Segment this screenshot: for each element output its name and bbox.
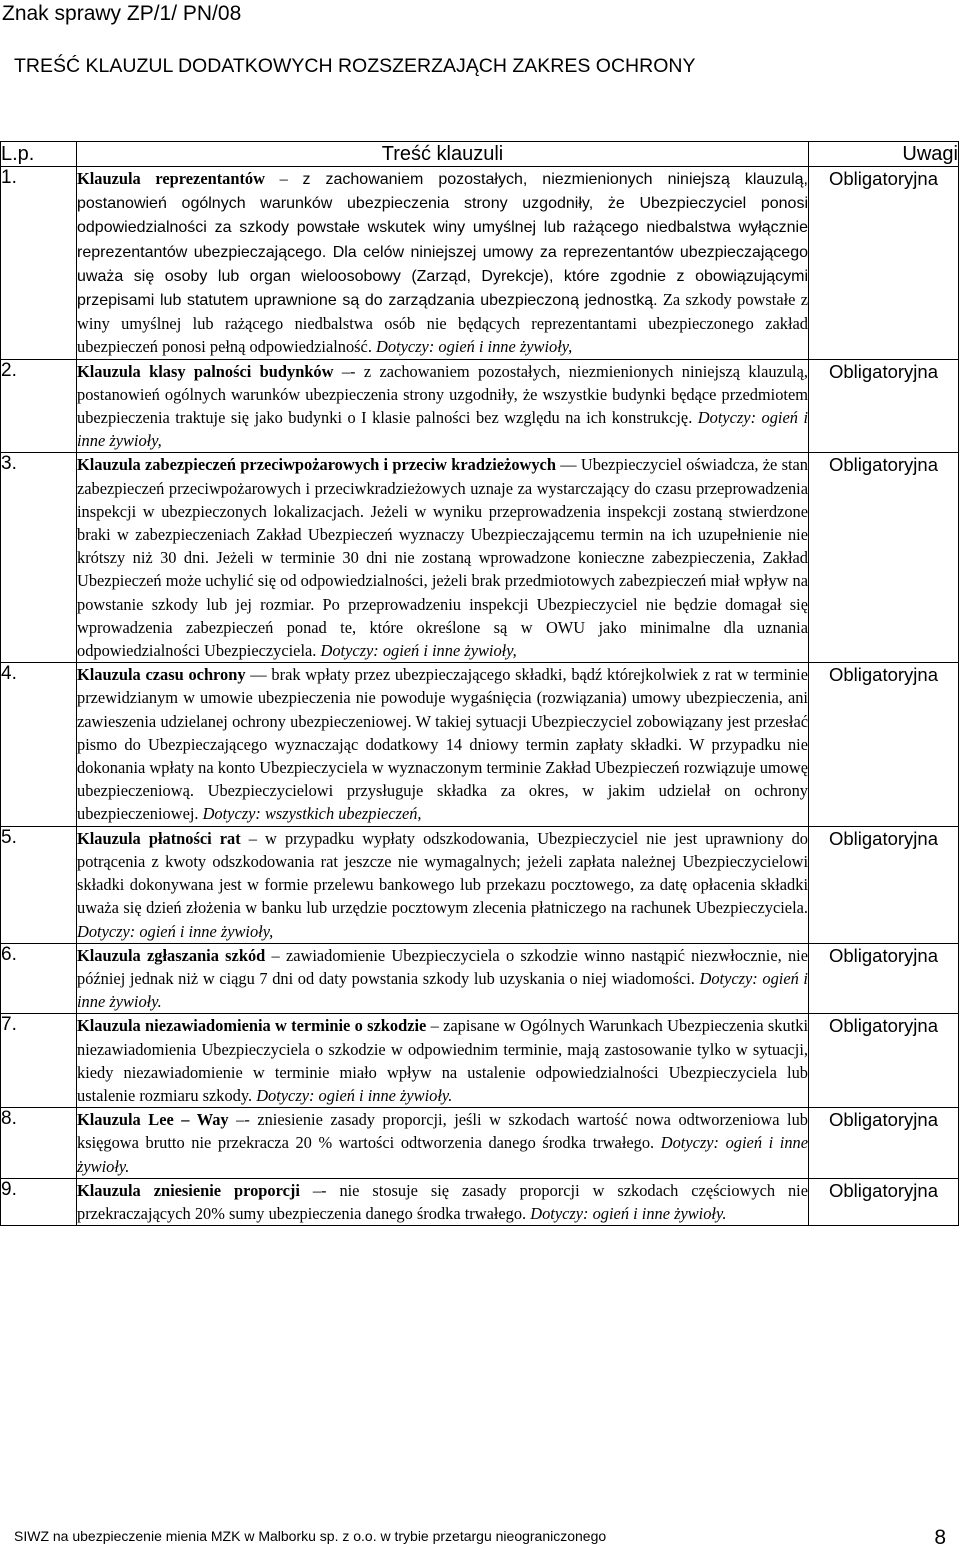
clause-body: z zachowaniem pozostałych, niezmienionych niniejszą klauzulą, postanowień ogólnych warunków ubezpieczenia strony uzgodniły, że Ubezpieczyciel ponosi odpowiedzialności za szkody powstałe wskutek winy umyślnej lub rażącego niedbalstwa wyłącznie reprezentantów ubezpieczającego. Dla celów niniejszej umowy za reprezentantów ubezpieczającego uważa się osoby lub organ wieloosobowy (Zarząd, Dyrekcje), które zgodnie z obowiązującymi przepisami lub statutem uprawnione są do zarządzania ubezpieczoną jednostką. xyxy=(77,171,809,310)
clause-dash: –– xyxy=(245,665,272,685)
column-header-remarks: Uwagi xyxy=(809,142,959,167)
remarks-cell: Obligatoryjna xyxy=(809,1108,959,1179)
clause-applies-to: Dotyczy: ogień i inne żywioły, xyxy=(77,408,808,451)
row-number: 7. xyxy=(1,1014,77,1108)
clause-text xyxy=(77,167,809,360)
clause-applies-to: Dotyczy: ogień i inne żywioły, xyxy=(77,921,274,941)
row-number: 4. xyxy=(1,663,77,826)
remarks-cell: Obligatoryjna xyxy=(809,1014,959,1108)
table-row xyxy=(1,943,959,1014)
clause-applies-to: Dotyczy: ogień i inne żywioły, xyxy=(316,641,517,661)
row-number: 3. xyxy=(1,453,77,663)
clause-title: Klauzula zabezpieczeń przeciwpożarowych i przeciw kradzieżowych xyxy=(77,455,556,475)
clause-title: Klauzula niezawiadomienia w terminie o szkodzie xyxy=(77,1016,427,1036)
remarks-cell: Obligatoryjna xyxy=(809,663,959,826)
clause-applies-to: Dotyczy: ogień i inne żywioły. xyxy=(77,1133,808,1176)
clause-body: zapisane w Ogólnych Warunkach Ubezpieczenia skutki niezawiadomienia Ubezpieczyciela o szkodzie w odpowiednim terminie, mają zastosowanie tylko w sytuacji, kiedy niezawiadomienie w terminie miało wpływ na ustalenie odpowiedzialności Ubezpieczyciela lub ustalenie rozmiaru szkody. xyxy=(77,1016,809,1105)
clause-title: Klauzula zniesienie proporcji xyxy=(77,1180,300,1200)
table-header-row xyxy=(1,142,959,167)
clause-text xyxy=(77,1108,809,1179)
table-row xyxy=(1,167,959,360)
clause-text xyxy=(77,663,809,826)
clause-title: Klauzula zgłaszania szkód xyxy=(77,945,266,965)
clause-text xyxy=(77,826,809,943)
clause-applies-to: Dotyczy: ogień i inne żywioły. xyxy=(252,1085,453,1105)
column-header-number: L.p. xyxy=(1,142,77,167)
table-row xyxy=(1,1014,959,1108)
clause-dash: – xyxy=(265,945,286,965)
clause-body: brak wpłaty przez ubezpieczającego składki, bądź którejkolwiek z rat w terminie przewidzianym w umowie ubezpieczenia nie powoduje wygaśnięcia (rozwiązania) umowy ubezpieczenia, ani zawieszenia udzielanej ochrony ubezpieczeniowej. W takiej sytuacji Ubezpieczyciel zobowiązany jest przesłać pismo do Ubezpieczającego wyznaczając dodatkowy 14 dniowy termin zapłaty składki. W przypadku nie dokonania wpłaty na konto Ubezpieczyciela w wyznaczonym terminie Zakład Ubezpieczeń rozwiązuje umowę ubezpieczeniową. Ubezpieczycielowi przysługuje składka za okres, w jakim udzielał on ochrony ubezpieczeniowej. xyxy=(77,665,808,824)
column-header-clause-text: Treść klauzuli xyxy=(77,142,809,167)
row-number: 9. xyxy=(1,1178,77,1225)
row-number: 8. xyxy=(1,1108,77,1179)
clause-title: Klauzula czasu ochrony xyxy=(77,665,246,685)
clause-body: w przypadku wypłaty odszkodowania, Ubezpieczyciel nie jest uprawniony do potrącenia z kwoty odszkodowania rat jeszcze nie wymagalnych; jeżeli zapłata należnej Ubezpieczycielowi składki dokonywana jest w formie przelewu bankowego lub przekazu pocztowego, za datę opłacenia składki uważa się dzień złożenia w banku lub urzędzie pocztowym zlecenia płatniczego na rachunek Ubezpieczyciela. xyxy=(77,828,808,918)
clause-text xyxy=(77,1178,809,1225)
clause-applies-to: Dotyczy: ogień i inne żywioły, xyxy=(371,337,573,357)
table-row xyxy=(1,826,959,943)
clause-body: zniesienie zasady proporcji, jeśli w szkodach wartość nowa odtworzeniowa lub księgowa brutto nie przekracza 20 % wartości odtworzenia danego środka trwałego. xyxy=(77,1110,808,1153)
table-row xyxy=(1,1108,959,1179)
clause-body-continued: Za szkody powstałe z winy umyślnej lub rażącego niedbalstwa osób nie będących reprezentantami ubezpieczonego zakład ubezpieczeń ponosi pełną odpowiedzialność. xyxy=(77,290,808,357)
clause-dash: –- xyxy=(228,1110,258,1130)
row-number: 2. xyxy=(1,359,77,453)
clause-text xyxy=(77,943,809,1014)
clause-dash: –– xyxy=(555,455,581,475)
clause-applies-to: Dotyczy: ogień i inne żywioły. xyxy=(526,1203,727,1223)
clause-applies-to: Dotyczy: wszystkich ubezpieczeń, xyxy=(198,804,422,824)
remarks-cell: Obligatoryjna xyxy=(809,359,959,453)
clause-applies-to: Dotyczy: ogień i inne żywioły. xyxy=(77,968,808,1012)
remarks-cell: Obligatoryjna xyxy=(809,453,959,663)
clause-dash: – xyxy=(264,169,303,188)
clause-dash: – xyxy=(240,828,266,848)
clause-text xyxy=(77,359,809,453)
clauses-table xyxy=(0,141,959,1226)
remarks-cell: Obligatoryjna xyxy=(809,826,959,943)
clause-title: Klauzula klasy palności budynków xyxy=(77,361,334,381)
clause-text xyxy=(77,453,809,663)
page-footer: SIWZ na ubezpieczenie mienia MZK w Malborku sp. z o.o. w trybie przetargu nieograniczonego xyxy=(14,1528,607,1544)
table-row xyxy=(1,359,959,453)
remarks-cell: Obligatoryjna xyxy=(809,1178,959,1225)
row-number: 6. xyxy=(1,943,77,1014)
clause-dash: –- xyxy=(299,1180,340,1200)
clause-text xyxy=(77,1014,809,1108)
clause-title: Klauzula reprezentantów xyxy=(77,169,265,188)
page-number: 8 xyxy=(934,1526,946,1549)
table-row xyxy=(1,663,959,826)
clause-body: Ubezpieczyciel oświadcza, że stan zabezpieczeń przeciwpożarowych i przeciwkradzieżowych uznaje za wystarczający do czasu przeprowadzenia inspekcji w ubezpieczonych lokalizacjach. Jeżeli w wyniku przeprowadzenia inspekcji zostaną stwierdzone braki w zabezpieczeniach Zakład Ubezpieczeń wyznaczy Ubezpieczającemu termin na ich uzupełnienie nie krótszy niż 30 dni. Jeżeli w terminie 30 dni nie zostaną wprowadzone konieczne zabezpieczenia, Zakład Ubezpieczeń może uchylić się od odpowiedzialności, jeżeli brak przedmiotowych zabezpieczeń miał wpływ na powstanie szkody lub jej rozmiar. Po przeprowadzeniu inspekcji Ubezpieczyciel nie będzie domagał się wprowadzenia zabezpieczeń ponad te, które określone są w OWU jako minimalne dla uznania odpowiedzialności Ubezpieczyciela. xyxy=(77,455,808,661)
table-row xyxy=(1,1178,959,1225)
document-title: TREŚĆ KLAUZUL DODATKOWYCH ROZSZERZAJĄCH ZAKRES OCHRONY xyxy=(14,55,696,77)
table-row xyxy=(1,453,959,663)
clause-title: Klauzula płatności rat xyxy=(77,828,241,848)
clause-dash: –- xyxy=(333,361,364,381)
remarks-cell: Obligatoryjna xyxy=(809,943,959,1014)
clause-body: z zachowaniem pozostałych, niezmienionych niniejszą klauzulą, postanowień ogólnych warunków ubezpieczenia strony uzgodniły, że wszystkie budynki będące przedmiotem ubezpieczenia traktuje się jako budynki o I klasie palności bez względu na ich konstrukcję. xyxy=(77,361,808,428)
remarks-cell: Obligatoryjna xyxy=(809,167,959,360)
clause-body: nie stosuje się zasady proporcji w szkodach częściowych nie przekraczających 20% sumy ubezpieczenia danego środka trwałego. xyxy=(77,1180,809,1223)
clause-title: Klauzula Lee – Way xyxy=(77,1110,229,1130)
clause-dash: – xyxy=(426,1016,444,1036)
row-number: 1. xyxy=(1,167,77,360)
document-reference: Znak sprawy ZP/1/ PN/08 xyxy=(2,2,242,25)
row-number: 5. xyxy=(1,826,77,943)
clause-body: zawiadomienie Ubezpieczyciela o szkodzie winno nastąpić niezwłocznie, nie później jednak niż w ciągu 7 dni od daty powstania szkody lub uzyskania o niej wiadomości. xyxy=(77,945,808,988)
